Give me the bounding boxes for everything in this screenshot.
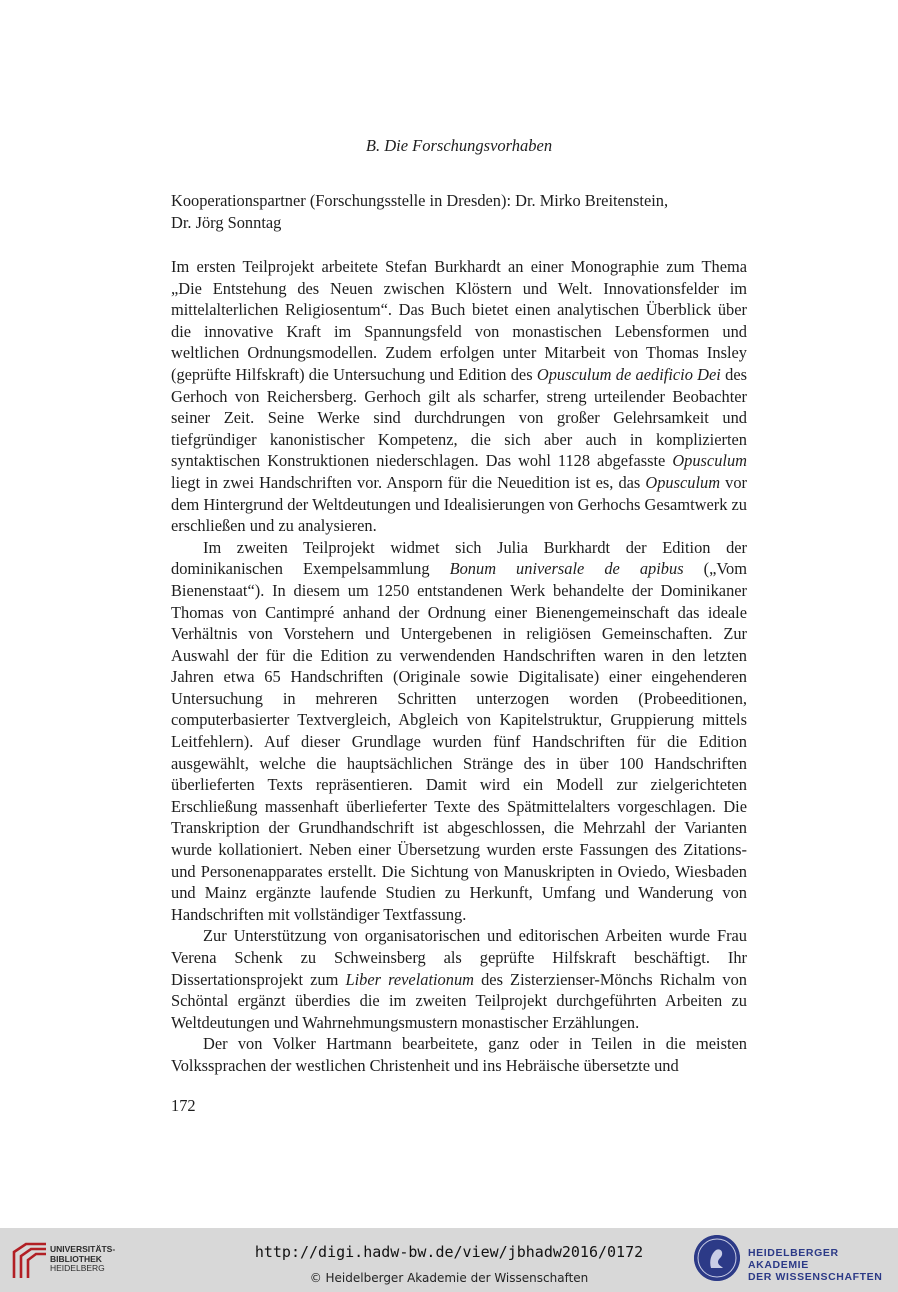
text-run: liegt in zwei Handschriften vor. Ansporn für die Neuedition ist es, das [171, 472, 646, 492]
paragraph [171, 256, 747, 537]
work-title: Opusculum [672, 451, 747, 471]
footer-bar [0, 1228, 898, 1292]
paragraph [171, 1033, 747, 1076]
text-run: Im ersten Teilprojekt arbeitete Stefan Burkhardt an einer Monographie zum Thema „Die Entstehung des Neuen zwischen Klöstern und Welt. Innovationsfelder im mittelalterlichen Religiosentum“. Das Buch bietet einen analytischen Überblick über die innovative Kraft im Spannungsfeld von monastischen Lebensformen und weltlichen Ordnungsmodellen. Zudem erfolgen unter Mitarbeit von Thomas Insley (geprüfte Hilfskraft) die Untersuchung und Edition des [171, 257, 747, 384]
text-run: Der von Volker Hartmann bearbeitete, ganz oder in Teilen in die meisten Volkssprachen der westlichen Christenheit und ins Hebräische übersetzte und [171, 1034, 747, 1075]
text-run: vor dem Hintergrund der Weltdeutungen und Idealisierungen von Gerhochs Gesamtwerk zu erschließen und zu analysieren. [171, 472, 748, 536]
page-number: 172 [171, 1096, 196, 1115]
work-title: Opusculum [645, 472, 721, 492]
text-run: Zur Unterstützung von organisatorischen und editorischen Arbeiten wurde Frau Verena Schenk zu Schweinsberg als geprüfte Hilfskraft beschäftigt. Ihr Dissertationsprojekt zum [171, 926, 747, 989]
work-title: Liber revelationum [345, 969, 474, 989]
work-title: Bonum universale de apibus [449, 559, 684, 579]
cooperation-partners [171, 190, 747, 233]
library-line: BIBLIOTHEK [50, 1253, 102, 1264]
text-run: des Zisterzienser-Mönchs Richalm von Schöntal ergänzt überdies die im zweiten Teilprojekt durchgeführten Arbeiten zu Weltdeutungen und Wahrnehmungsmustern monastischer Erzählungen. [171, 969, 747, 1032]
academy-seal-icon [694, 1235, 740, 1281]
text-run: Im zweiten Teilprojekt widmet sich Julia Burkhardt der Edition der dominikanischen Exempelsammlung [171, 537, 747, 579]
academy-line: DER WISSENSCHAFTEN [748, 1271, 883, 1283]
text-run: („Vom Bienenstaat“). In diesem um 1250 entstandenen Werk behandelte der Dominikaner Thomas von Cantimpré anhand der Ordnung einer Bienengemeinschaft das ideale Verhältnis von Vorstehern und Untergebenen in religiösen Gemeinschaften. Zur Auswahl der für die Edition zu verwendenden Handschriften waren in den letzten Jahren etwa 65 Handschriften (Originale sowie Digitalisate) einer eingehenderen Untersuchung in mehreren Schritten unterzogen worden (Probeeditionen, computerbasierter Textvergleich, Abgleich von Kapitelstruktur, Gruppierung mittels Leitfehlern). Auf dieser Grundlage wurden fünf Handschriften für die Edition ausgewählt, welche die hauptsächlichen Stränge des in über 100 Handschriften überlieferten Texts repräsentieren. Damit wird ein Modell zur zielgerichteten Erschließung massenhaft überlieferter Texte des Spätmittelalters vorgeschlagen. Die Transkription der Grundhandschrift ist abgeschlossen, die Mehrzahl der Varianten wurde kollationiert. Neben einer Übersetzung wurden erste Fassungen des Zitations- und Personenapparates erstellt. Die Sichtung von Manuskripten in Oviedo, Wiesbaden und Mainz ergänzte laufende Studien zu Herkunft, Umfang und Wanderung von Handschriften mit vollständiger Textfassung. [171, 559, 748, 924]
work-title: Opusculum de aedificio Dei [536, 364, 721, 384]
paragraph [171, 925, 747, 1033]
permalink-url[interactable]: http://digi.hadw-bw.de/view/jbhadw2016/0172 [254, 1243, 644, 1261]
library-line: HEIDELBERG [50, 1263, 105, 1273]
paragraph [171, 537, 747, 926]
copyright-notice: © Heidelberger Akademie der Wissenschaften [309, 1271, 589, 1285]
body-text [171, 256, 747, 1077]
partners-line-1: Kooperationspartner (Forschungsstelle in Dresden): Dr. Mirko Breitenstein, [171, 191, 669, 210]
academy-line: HEIDELBERGER AKADEMIE [748, 1247, 839, 1271]
academy-name [748, 1247, 898, 1283]
partners-line-2: Dr. Jörg Sonntag [171, 212, 282, 232]
text-run: des Gerhoch von Reichersberg. Gerhoch gilt als scharfer, streng urteilender Beobachter seiner Zeit. Seine Werke sind durchdrungen von großer Gelehrsamkeit und tiefgründiger kanonistischer Kompetenz, die sich aber auch in komplizierten syntaktischen Konstruktionen niederschlagen. Das wohl 1128 abgefasste [171, 364, 747, 471]
running-head: B. Die Forschungsvorhaben [365, 136, 553, 155]
library-line: UNIVERSITÄTS- [50, 1244, 116, 1254]
